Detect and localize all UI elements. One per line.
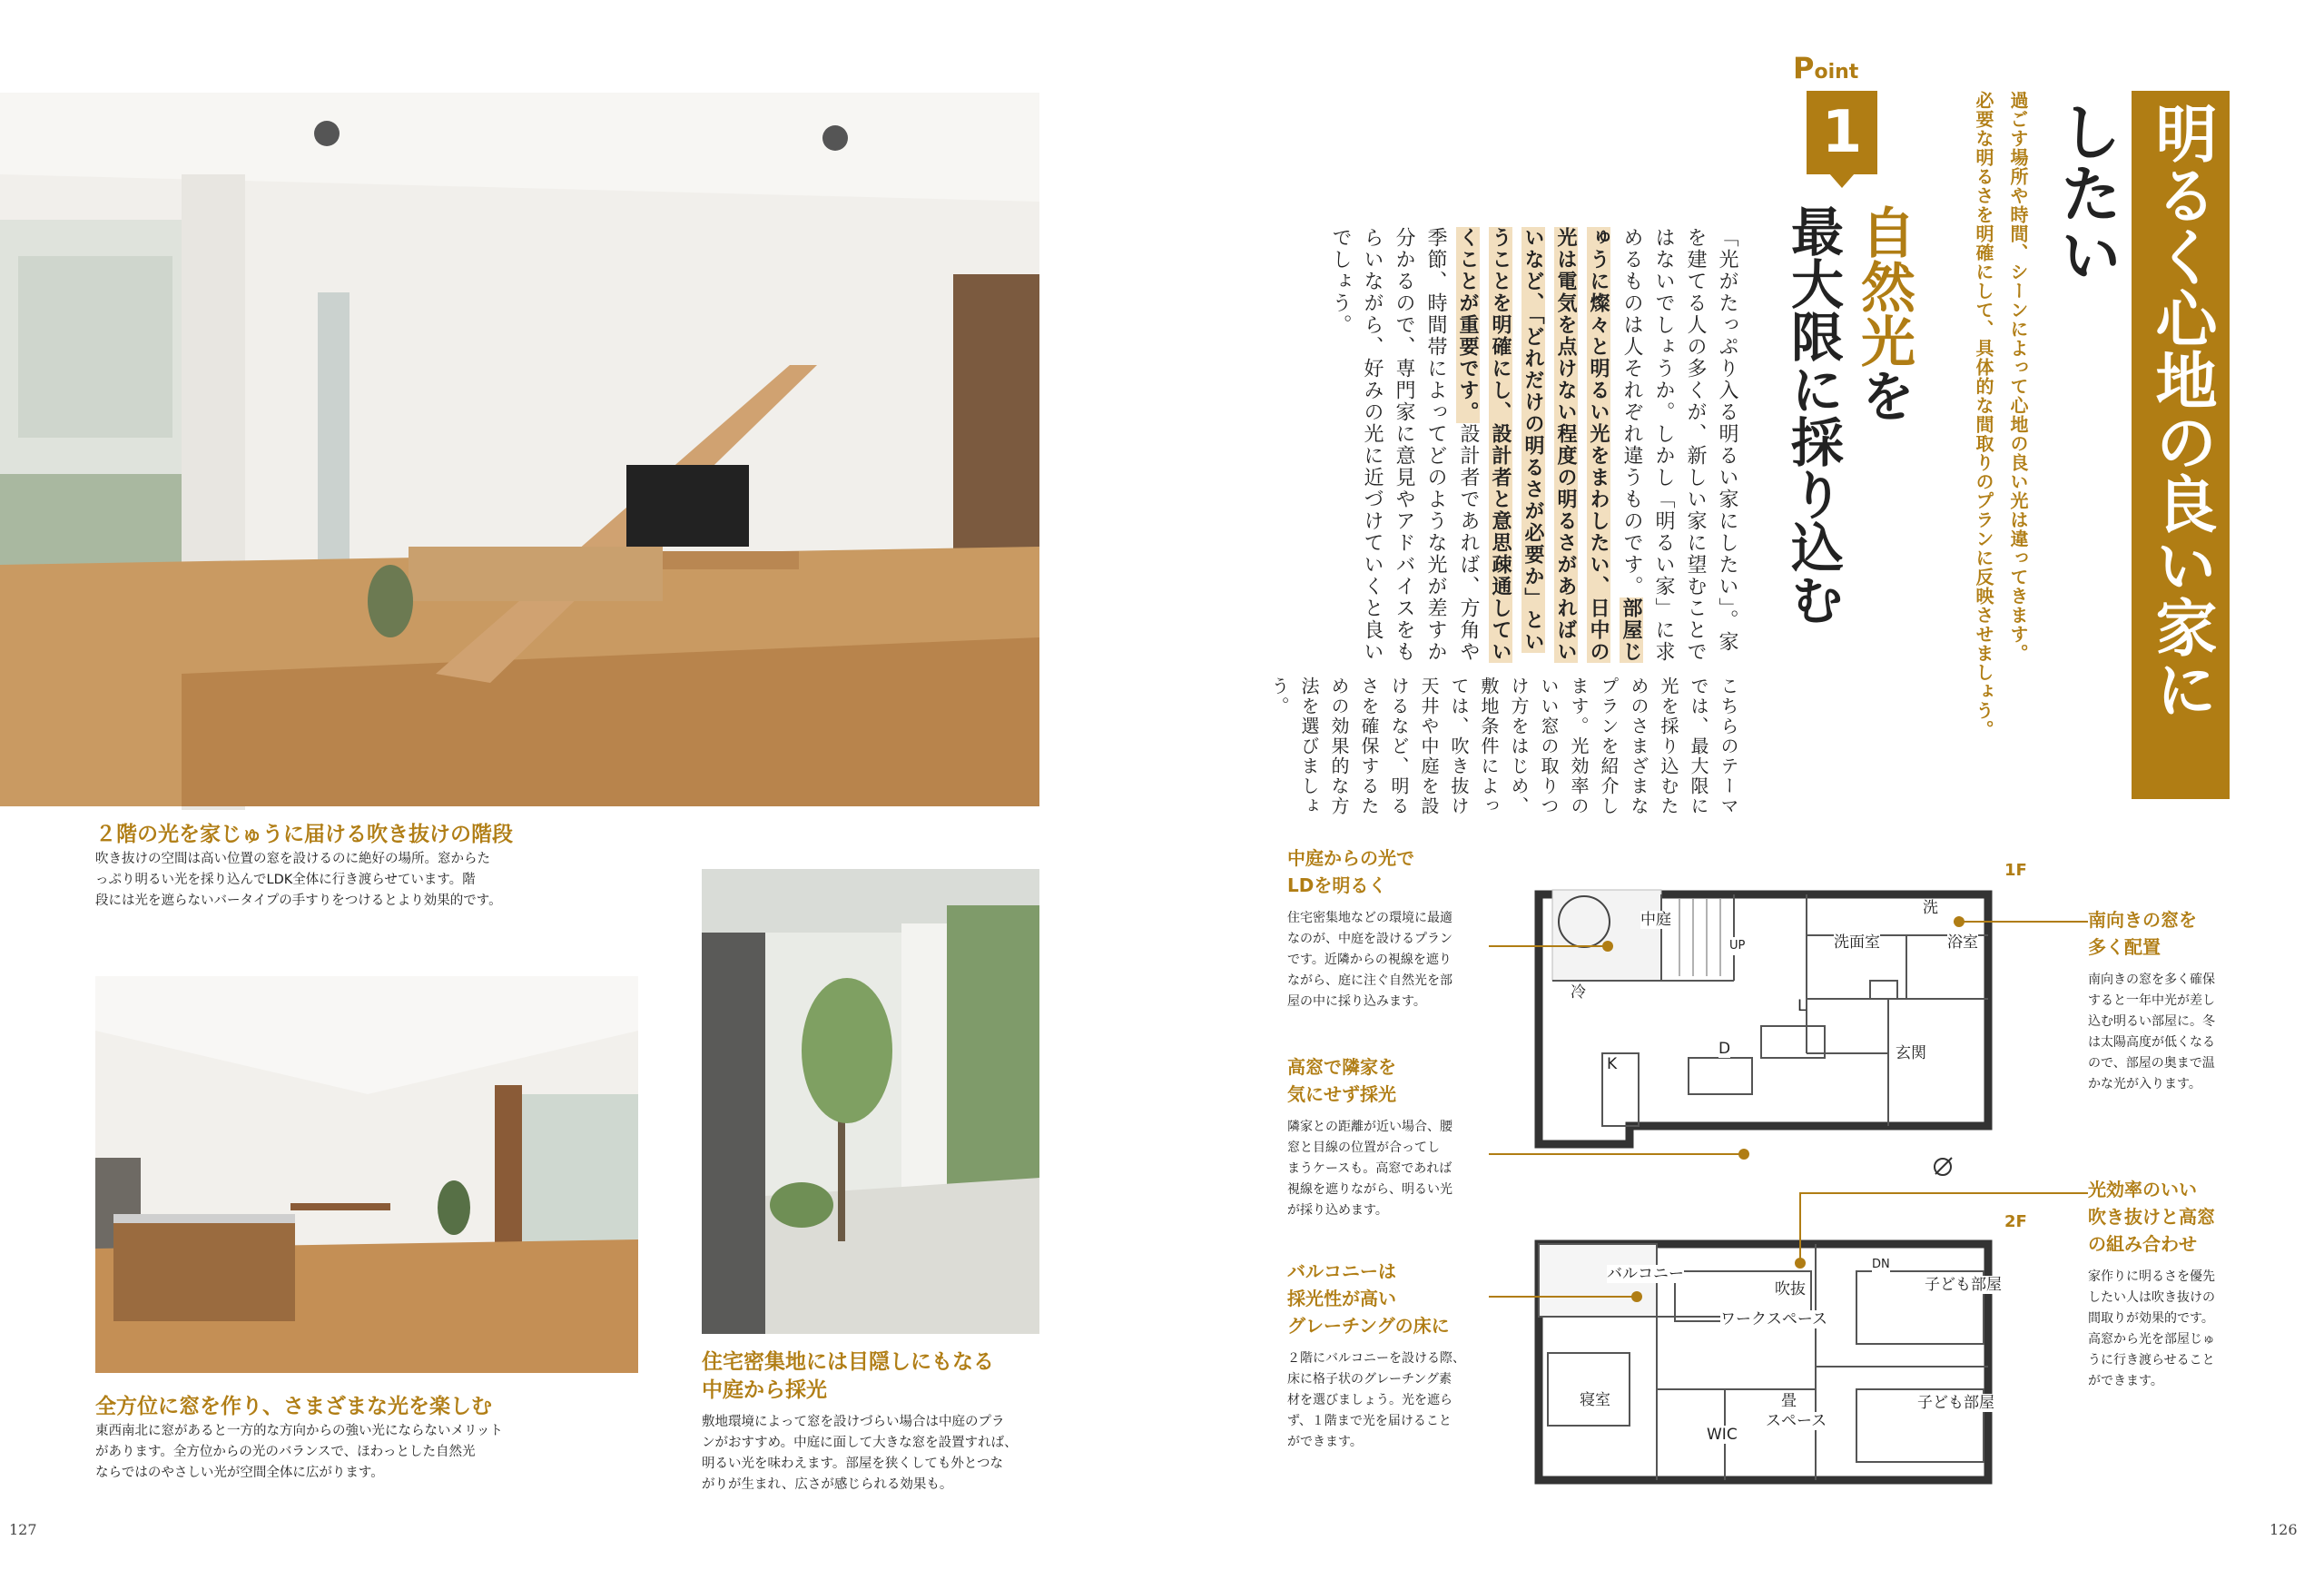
lead-line-1: 過ごす場所や時間、シーンによって心地の良い光は違ってきます。 xyxy=(2007,91,2029,663)
note-line: ながら、庭に注ぐ自然光を部 xyxy=(1287,973,1452,988)
leader-dot-4 xyxy=(1954,916,1965,927)
note-title-line: バルコニーは xyxy=(1287,1260,1396,1282)
caption-line: っぷり明るい光を採り込んでLDK全体に行き渡らせています。階 xyxy=(95,873,476,887)
floor-label-2f: 2F xyxy=(2004,1212,2027,1231)
room-up: UP xyxy=(1729,937,1745,955)
note-line: かな光が入ります。 xyxy=(2088,1077,2201,1091)
page-number-left: 127 xyxy=(9,1521,37,1538)
point-label-initial: P xyxy=(1793,51,1815,85)
note-line: 屋の中に採り込みます。 xyxy=(1287,994,1426,1009)
note-line: すると一年中光が差し xyxy=(2088,993,2215,1008)
room-kids-2: 子ども部屋 xyxy=(1917,1394,1994,1412)
caption-line: 明るい光を味わえます。部屋を狭くしても外とつな xyxy=(702,1456,1004,1471)
note-line: 高窓から光を部屋じゅ xyxy=(2088,1332,2215,1347)
note-high-window-title xyxy=(1287,1053,1396,1108)
note-title-line: グレーチングの床に xyxy=(1287,1315,1450,1337)
leader-line-5-vert xyxy=(1799,1192,1801,1260)
room-courtyard: 中庭 xyxy=(1640,911,1671,929)
caption-title-staircase: ２階の光を家じゅうに届ける吹き抜けの階段 xyxy=(95,823,513,846)
leader-dot-5 xyxy=(1795,1258,1806,1269)
note-line: 床に格子状のグレーチング素 xyxy=(1287,1372,1452,1387)
note-balcony-body xyxy=(1287,1348,1496,1453)
point-label xyxy=(1793,51,1858,85)
note-line: 間取りが効果的です。 xyxy=(2088,1311,2214,1326)
room-bedroom: 寝室 xyxy=(1580,1391,1610,1409)
room-wash: 洗 xyxy=(1923,899,1938,917)
note-line: 隣家との距離が近い場合、腰 xyxy=(1287,1120,1452,1134)
caption-line: がりが生まれ、広さが感じられる効果も。 xyxy=(702,1477,953,1492)
point-number-badge xyxy=(1807,91,1877,174)
point-number: 1 xyxy=(1821,99,1863,166)
note-void-window-title xyxy=(2088,1176,2215,1258)
caption-title-courtyard xyxy=(702,1348,994,1405)
note-title-line: 気にせず採光 xyxy=(1287,1083,1396,1105)
leader-line-4 xyxy=(1961,921,2088,923)
note-title-line: 多く配置 xyxy=(2088,936,2161,958)
note-title-line: 高窓で隣家を xyxy=(1287,1056,1396,1078)
caption-line: ならではのやさしい光が空間全体に広がります。 xyxy=(95,1466,384,1480)
note-line: まうケースも。高窓であれば xyxy=(1287,1161,1452,1176)
point-label-rest: oint xyxy=(1814,61,1859,84)
note-courtyard-body xyxy=(1287,908,1487,1012)
caption-body-staircase xyxy=(95,849,567,912)
note-title-line: の組み合わせ xyxy=(2088,1233,2197,1255)
note-title-line: 南向きの窓を xyxy=(2088,909,2197,931)
point-title-rest: を xyxy=(1852,368,1915,422)
caption-body-courtyard xyxy=(702,1412,1047,1496)
caption-line: 吹き抜けの空間は高い位置の窓を設けるのに絶好の場所。窓からた xyxy=(95,852,490,866)
note-title-line: 採光性が高い xyxy=(1287,1288,1396,1309)
caption-line: があります。全方位からの光のバランスで、ほわっとした自然光 xyxy=(95,1445,476,1459)
lead-line-2: 必要な明るさを明確にして、具体的な間取りのプランに反映させましょう。 xyxy=(1973,91,1994,739)
note-line: 家作りに明るさを優先 xyxy=(2088,1269,2215,1284)
article-p1b: 設計者であれば、方角や季節、時間帯によってどのような光が差すか分かるので、専門家に意見やアドバイスをもらいながら、好みの光に近づけていくと良いでしょう。 xyxy=(1329,227,1480,663)
leader-line-3 xyxy=(1489,1296,1634,1298)
article-highlight: 部屋じゅうに燦々と明るい光をまわしたい、日中の光は電気を点けない程度の明るさがあればいいなど、「どれだけの明るさが必要か」ということを明確にし、設計者と意思疎通していくことが重要です。 xyxy=(1456,227,1643,663)
point-title-1 xyxy=(1852,204,1915,568)
leader-dot-1 xyxy=(1602,941,1613,952)
room-space: スペース xyxy=(1766,1412,1827,1430)
note-line: なのが、中庭を設けるプラン xyxy=(1287,932,1452,946)
note-line: 南向きの窓を多く確保 xyxy=(2088,973,2215,987)
caption-line: 東西南北に窓があると一方的な方向からの強い光にならないメリット xyxy=(95,1424,503,1438)
note-title-line: LDを明るく xyxy=(1287,874,1387,896)
note-high-window-body xyxy=(1287,1117,1487,1221)
note-line: 視線を遮りながら、明るい光 xyxy=(1287,1182,1452,1197)
photo-courtyard xyxy=(702,869,1039,1334)
leader-line-2 xyxy=(1489,1153,1743,1155)
note-line: 材を選びましょう。光を遮ら xyxy=(1287,1393,1452,1407)
leader-line-1 xyxy=(1489,945,1603,947)
point-title-accent: 自然光 xyxy=(1852,204,1915,368)
note-line: したい人は吹き抜けの xyxy=(2088,1290,2215,1305)
courtyard-illustration xyxy=(702,869,1039,1334)
photo-staircase xyxy=(0,93,1039,806)
photo-ldk xyxy=(95,976,638,1373)
leader-dot-3 xyxy=(1631,1291,1642,1302)
note-line: ので、部屋の奥まで温 xyxy=(2088,1056,2215,1071)
room-fridge: 冷 xyxy=(1571,983,1586,1002)
caption-title-line: 住宅密集地には目隠しにもなる xyxy=(702,1350,994,1374)
note-line: は太陽高度が低くなる xyxy=(2088,1035,2215,1050)
headline-main-text: 明るく心地の良い家に xyxy=(2145,102,2217,719)
note-line: ず、１階まで光を届けること xyxy=(1287,1414,1452,1428)
note-courtyard-title xyxy=(1287,844,1414,899)
point-title-2: 最大限に採り込む xyxy=(1782,204,1844,626)
article-para2-visible: こちらのテーマでは、最大限に光を採り込むためのさまざまなプランを紹介します。光効率のいい窓の取りつけ方をはじめ、敷地条件によっては、吹き抜け天井や中庭を設けるなど、明るさを確保するための効果的な方法を選びましょう。 xyxy=(1268,676,1739,816)
note-line: です。近隣からの視線を遮り xyxy=(1287,953,1452,967)
room-entrance: 玄関 xyxy=(1896,1044,1926,1062)
caption-line: 段には光を遮らないバータイプの手すりをつけるとより効果的です。 xyxy=(95,894,502,908)
staircase-illustration xyxy=(0,93,1039,806)
article-p1a: 「光がたっぷり入る明るい家にしたい」。家を建てる人の多くが、新しい家に望むことではないでしょうか。しかし「明るい家」に求めるものは人それぞれ違うものです。 xyxy=(1620,227,1738,663)
note-line: 住宅密集地などの環境に最適 xyxy=(1287,911,1452,925)
note-line: が採り込めます。 xyxy=(1287,1203,1388,1218)
caption-body-ldk xyxy=(95,1421,622,1484)
note-line: 込む明るい部屋に。冬 xyxy=(2088,1014,2215,1029)
room-bath: 浴室 xyxy=(1947,933,1978,952)
ldk-illustration xyxy=(95,976,638,1373)
note-title-line: 吹き抜けと高窓 xyxy=(2088,1206,2215,1228)
note-line: 窓と目線の位置が合ってし xyxy=(1287,1140,1440,1155)
caption-line: 敷地環境によって窓を設けづらい場合は中庭のプラ xyxy=(702,1415,1005,1429)
caption-title-line: 中庭から採光 xyxy=(702,1378,827,1402)
headline-main xyxy=(2132,91,2230,799)
caption-title-ldk: 全方位に窓を作り、さまざまな光を楽しむ xyxy=(95,1395,492,1418)
caption-line: ンがおすすめ。中庭に面して大きな窓を設置すれば、 xyxy=(702,1436,1018,1450)
leader-line-5 xyxy=(1799,1192,2088,1194)
room-void: 吹抜 xyxy=(1775,1280,1806,1298)
room-tatami: 畳 xyxy=(1781,1392,1797,1410)
page-number-right: 126 xyxy=(2270,1521,2298,1538)
note-south-window-title xyxy=(2088,906,2197,961)
note-line: ができます。 xyxy=(1287,1435,1363,1449)
room-kitchen: K xyxy=(1607,1055,1618,1073)
room-wic: WIC xyxy=(1707,1426,1738,1444)
note-line: ２階にバルコニーを設ける際、 xyxy=(1287,1351,1465,1366)
room-dining: D xyxy=(1718,1040,1731,1058)
floor-label-1f: 1F xyxy=(2004,861,2027,880)
headline-tail: したい xyxy=(2050,100,2122,285)
point-badge-tail xyxy=(1829,173,1855,188)
room-washroom: 洗面室 xyxy=(1834,933,1880,952)
note-south-window-body xyxy=(2088,970,2270,1095)
note-title-line: 光効率のいい xyxy=(2088,1179,2197,1200)
note-line: ができます。 xyxy=(2088,1374,2163,1388)
note-title-line: 中庭からの光で xyxy=(1287,847,1414,869)
note-void-window-body xyxy=(2088,1267,2270,1392)
room-living: L xyxy=(1797,997,1807,1015)
note-line: うに行き渡らせること xyxy=(2088,1353,2215,1368)
room-balcony: バルコニー xyxy=(1607,1265,1684,1283)
note-balcony-title xyxy=(1287,1258,1450,1339)
room-workspace: ワークスペース xyxy=(1720,1310,1827,1328)
leader-dot-2 xyxy=(1738,1149,1749,1160)
room-kids-1: 子ども部屋 xyxy=(1925,1276,2002,1294)
room-dn: DN xyxy=(1872,1256,1890,1274)
